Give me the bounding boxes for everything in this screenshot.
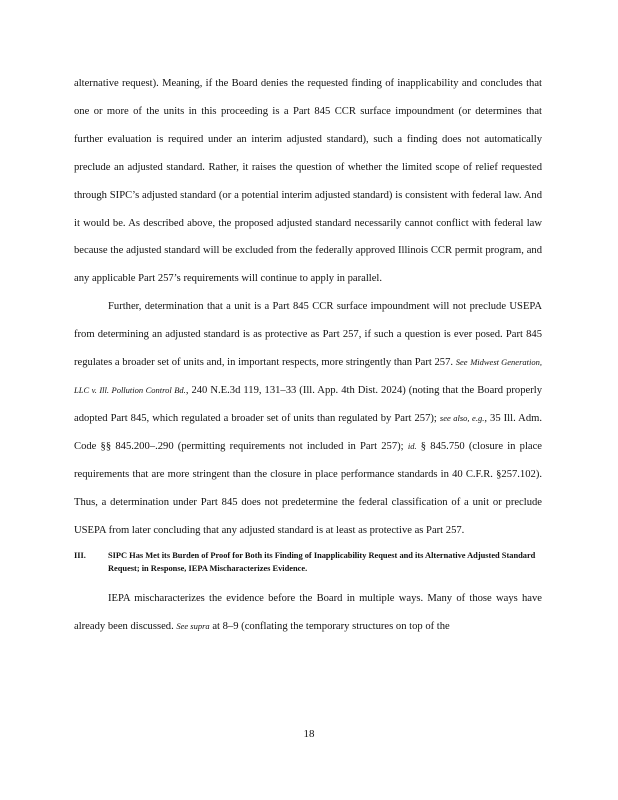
paragraph-text: , 35 Ill. Adm. Code §§ 845.200–.290 (permitting requirements not included in Part 257); [74, 412, 543, 452]
paragraph-text: § 845.750 (closure in place requirements that are more stringent than the closure in place performance standards in 40 C.F.R. §257.102). Thus, a determination under Part 845 does not predetermine the federal classification of a unit or preclude USEPA from later concluding that any adjusted standard is at least as protective as Part 257. [74, 440, 542, 536]
paragraph-text: IEPA mischaracterizes the evidence before the Board in multiple ways. Many of those ways have already been discussed. [74, 593, 542, 633]
citation-signal-id: id. [407, 440, 417, 451]
body-text [74, 70, 542, 641]
paragraph-text: , 240 N.E.3d 119, 131–33 (Ill. App. 4th Dist. 2024) (noting that the Board properly adopted Part 845, which regulated a broader set of units than regulated by Part 257); [74, 384, 542, 424]
heading-text: SIPC Has Met its Burden of Proof for Both its Finding of Inapplicability Request and its Alternative Adjusted Standard Request; in Response, IEPA Mischaracterizes Evidence. [108, 551, 536, 574]
paragraph-iepa [74, 585, 542, 641]
section-heading [74, 549, 542, 575]
citation-signal-see: See [455, 357, 468, 368]
heading-number: III. [74, 551, 86, 561]
paragraph-text: at 8–9 (conflating the temporary structures on top of the [212, 621, 450, 633]
citation-signal-see-supra: See supra [176, 621, 210, 632]
paragraph-continuation: alternative request). Meaning, if the Board denies the requested finding of inapplicability and concludes that one or more of the units in this proceeding is a Part 845 CCR surface impoundment (or determines that further evaluation is required under an interim adjusted standard), such a finding does not automatically preclude an adjusted standard. Rather, it raises the question of whether the limited scope of relief requested through SIPC’s adjusted standard (or a potential interim adjusted standard) is consistent with federal law. And it would be. As described above, the proposed adjusted standard necessarily cannot conflict with federal law because the adjusted standard will be excluded from the federally approved Illinois CCR permit program, and any applicable Part 257’s requirements will continue to apply in parallel. [74, 78, 542, 285]
page-number: 18 [303, 728, 315, 740]
case-name: Midwest Generation, LLC v. Ill. Pollution Control Bd. [74, 357, 542, 395]
paragraph-text: Further, determination that a unit is a Part 845 CCR surface impoundment will not preclude USEPA from determining an adjusted standard is as protective as Part 257, if such a question is ever posed. Part 845 regulates a broader set of units and, in important respects, more stringently than Part 257. [74, 301, 542, 369]
paragraph-further [74, 293, 542, 544]
citation-signal-see-also: see also, e.g. [439, 412, 485, 423]
